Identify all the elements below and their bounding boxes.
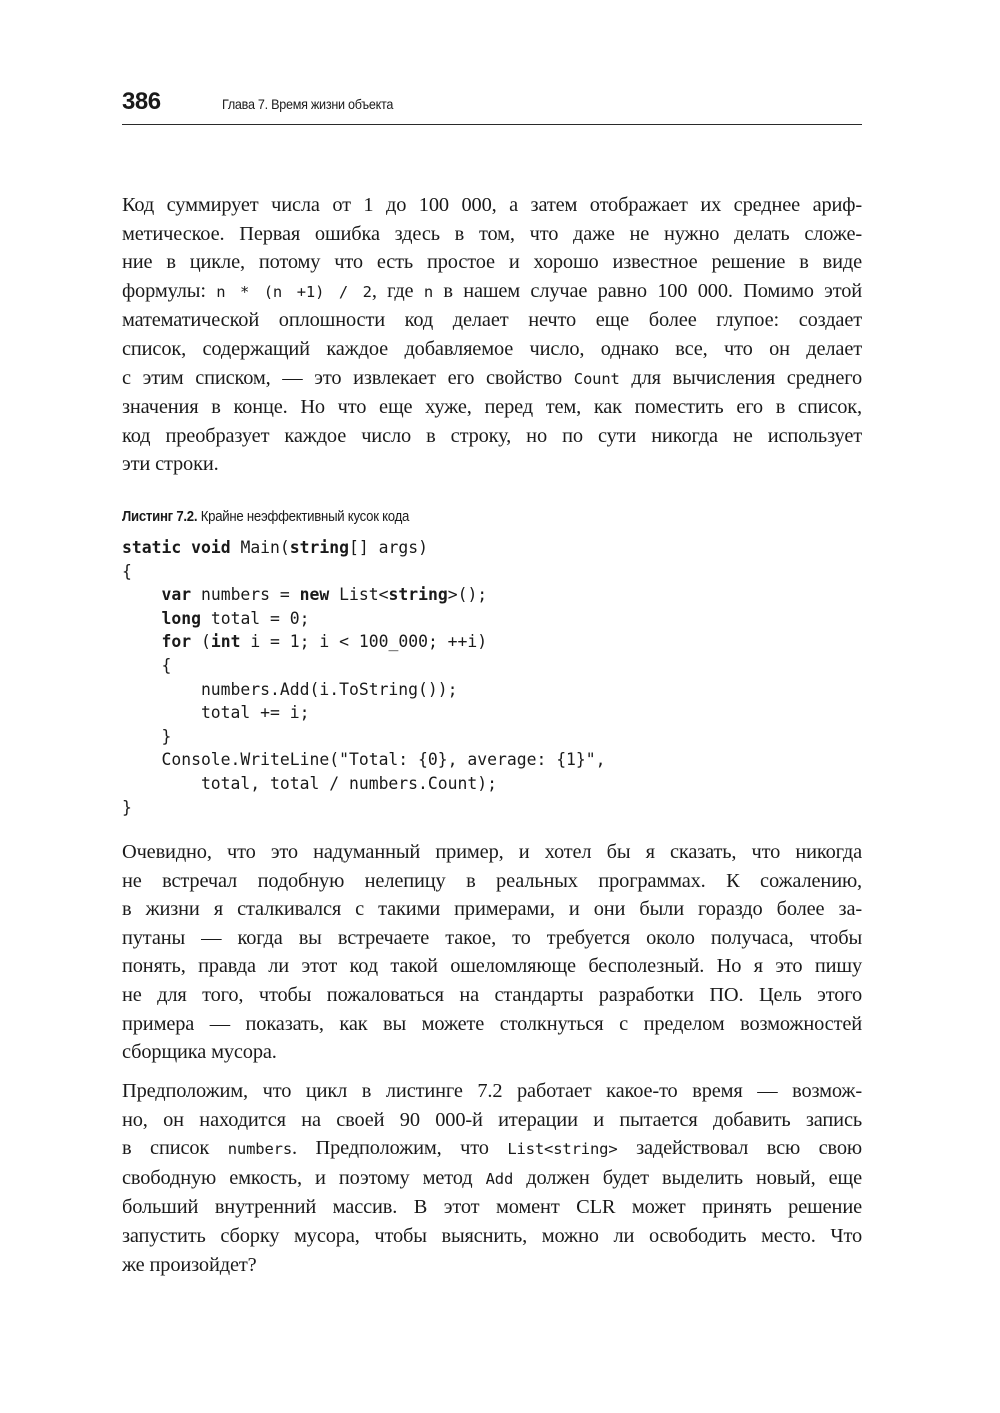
text-run: должен будет выделить новый, еще — [513, 1166, 862, 1189]
text-run: задействовал всю свою — [617, 1137, 862, 1160]
code-listing — [122, 536, 606, 819]
text-run: свободную емкость, и поэтому метод — [122, 1166, 486, 1189]
text-line: ние в цикле, потому что есть простое и хорошо известное решение в виде — [122, 251, 862, 274]
text-line: но, он находится на своей 90 000-й итерации и пытается добавить запись — [122, 1108, 862, 1131]
text-line: математической оплошности код делает нечто еще более глупое: создает — [122, 309, 862, 332]
code-line: static void Main(string[] args) — [122, 538, 428, 557]
text-line: Предположим, что цикл в листинге 7.2 работает какое-то время — возмож- — [122, 1080, 862, 1102]
code-keyword: for — [161, 632, 192, 652]
text-line: запустить сборку мусора, чтобы выяснить, можно ли освободить место. Что — [122, 1224, 862, 1247]
text-line: значения в конце. Но что еще хуже, перед тем, как поместить его в список, — [122, 396, 862, 419]
text-line: сборщика мусора. — [122, 1041, 277, 1064]
text-line: метическое. Первая ошибка здесь в том, что даже не нужно делать сложе- — [122, 222, 862, 245]
text-line — [122, 1164, 862, 1194]
code-keyword: new — [299, 585, 330, 605]
text-run: для вычисления среднего — [619, 366, 862, 389]
text-line: путаны — когда вы встречаете такое, то требуется около получаса, чтобы — [122, 926, 862, 949]
page-number: 386 — [122, 88, 161, 115]
text-run: формулы: — [122, 279, 217, 302]
code-line: for (int i = 1; i < 100_000; ++i) — [161, 632, 488, 652]
code-line: Console.WriteLine("Total: {0}, average: {1}", — [122, 750, 606, 770]
code-line: total, total / numbers.Count); — [122, 773, 497, 793]
code-keyword: void — [191, 538, 231, 557]
text-line: Код суммирует числа от 1 до 100 000, а затем отображает их среднее ариф- — [122, 194, 862, 216]
code-line: var numbers = new List<string>(); — [161, 585, 488, 605]
text-line: понять, правда ли этот код такой ошеломляюще бесполезный. Но я это пишу — [122, 955, 862, 978]
text-line: список, содержащий каждое добавляемое число, однако все, что он делает — [122, 337, 862, 360]
code-keyword: int — [210, 632, 241, 652]
listing-label: Листинг 7.2. — [122, 508, 198, 525]
text-line: не для того, чтобы пожаловаться на стандарты разработки ПО. Цель этого — [122, 983, 862, 1006]
code-line: { — [122, 655, 172, 675]
text-line — [122, 364, 862, 394]
listing-caption — [122, 508, 409, 525]
paragraph-2 — [122, 838, 862, 1067]
paragraph-1 — [122, 191, 862, 479]
inline-code: Count — [573, 369, 620, 388]
inline-code: List<string> — [507, 1140, 618, 1159]
page-header — [122, 88, 862, 125]
code-line: numbers.Add(i.ToString()); — [122, 679, 458, 699]
code-keyword: var — [161, 585, 192, 605]
text-run: , где — [371, 279, 424, 302]
code-keyword: string — [289, 538, 350, 557]
text-line: не встречал подобную нелепицу в реальных программах. К сожалению, — [122, 869, 862, 892]
running-head: Глава 7. Время жизни объекта — [222, 96, 394, 112]
text-line: больший внутренний массив. В этот момент CLR может принять решение — [122, 1196, 862, 1219]
code-keyword: long — [161, 608, 201, 628]
inline-code: Add — [485, 1169, 514, 1188]
text-line: в жизни я сталкивался с такими примерами, и они были гораздо более за- — [122, 898, 862, 921]
text-line: эти строки. — [122, 453, 219, 476]
text-line — [122, 277, 862, 307]
code-keyword: string — [388, 585, 448, 605]
inline-code: n * (n +1) / 2 — [216, 282, 372, 301]
text-line: Очевидно, что это надуманный пример, и хотел бы я сказать, что никогда — [122, 841, 862, 863]
text-run: с этим списком, — это извлекает его свойство — [122, 366, 574, 389]
inline-code: numbers — [227, 1140, 293, 1159]
code-line: } — [122, 726, 172, 746]
code-line: long total = 0; — [161, 608, 310, 628]
code-keyword: static — [122, 538, 182, 557]
text-line — [122, 1134, 862, 1164]
text-run: в нашем случае равно 100 000. Помимо этой — [433, 279, 862, 302]
paragraph-3 — [122, 1077, 862, 1279]
text-line: примера — показать, как вы можете столкнуться с пределом возможностей — [122, 1012, 862, 1035]
code-line: } — [122, 797, 132, 817]
code-line: total += i; — [122, 703, 310, 723]
code-line: { — [122, 561, 132, 581]
inline-code: n — [423, 282, 433, 301]
text-run: в список — [122, 1137, 228, 1160]
text-run: . Предположим, что — [292, 1137, 508, 1160]
text-line: же произойдет? — [122, 1253, 257, 1276]
listing-title: Крайне неэффективный кусок кода — [197, 508, 410, 525]
text-line: код преобразует каждое число в строку, но по сути никогда не использует — [122, 424, 862, 447]
